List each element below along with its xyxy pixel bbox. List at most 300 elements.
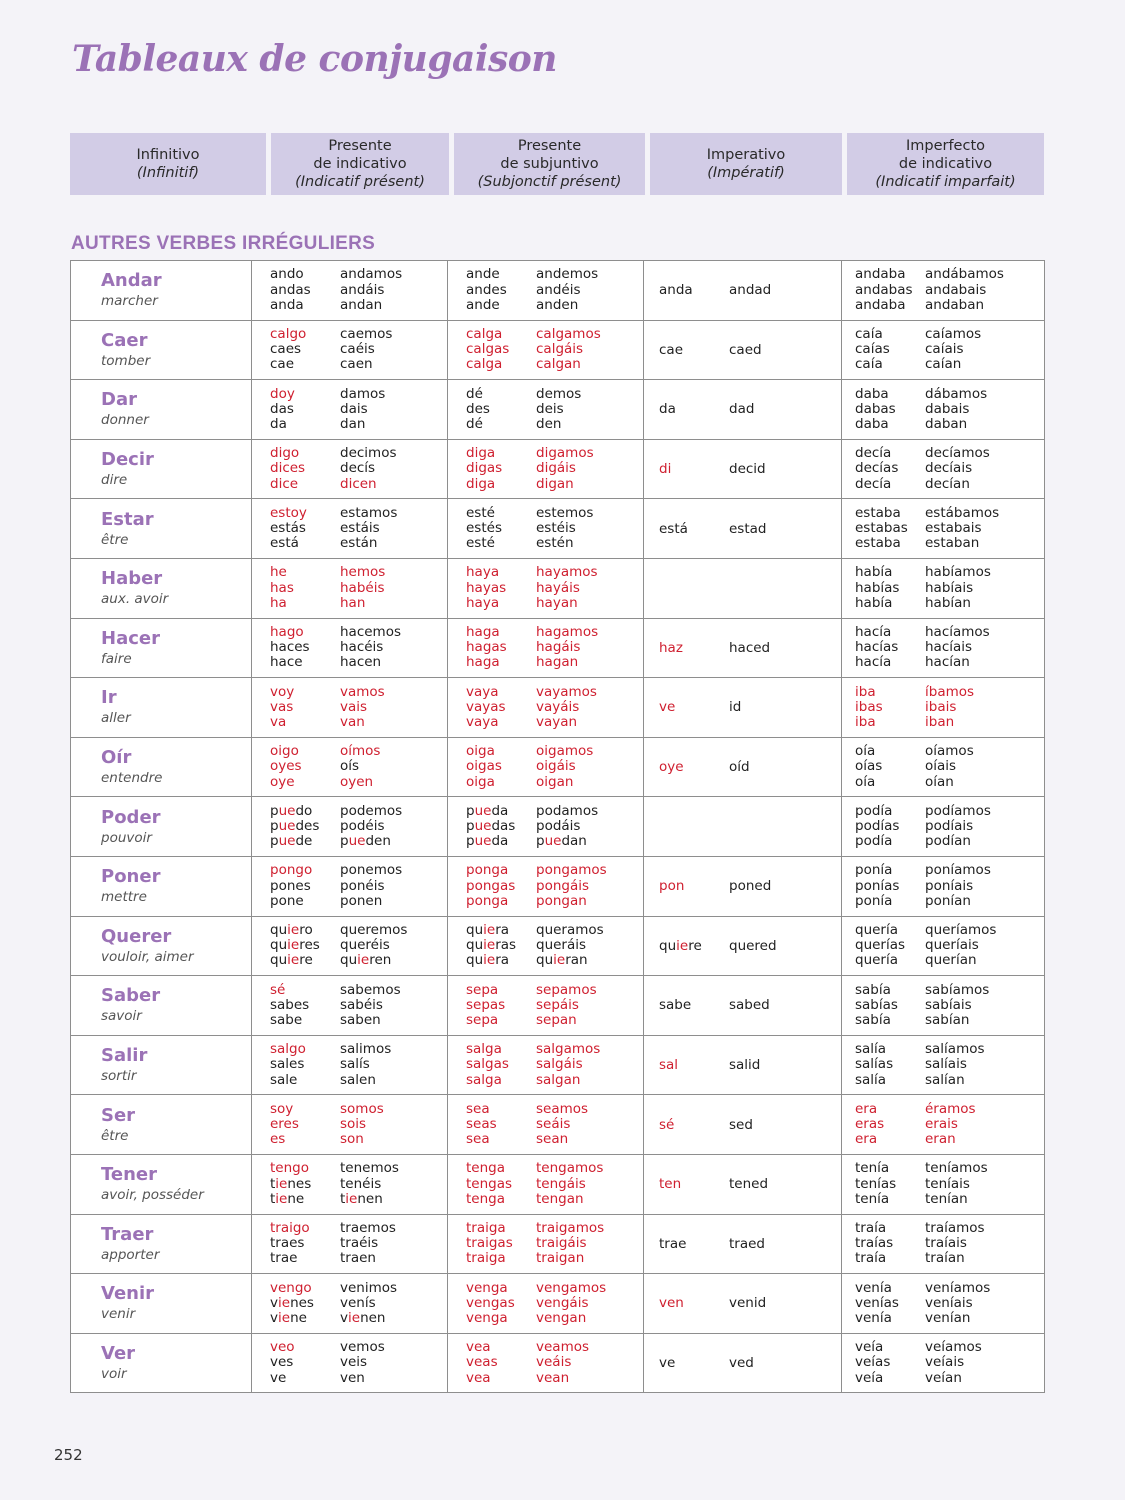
irregular-part: diga [466, 475, 496, 492]
verb-form: puedes [270, 818, 320, 835]
verb-form [270, 744, 340, 759]
irregular-part: vea [466, 1339, 491, 1356]
subjunctive-singular [466, 1042, 536, 1088]
header-translation: (Indicatif imparfait) [875, 174, 1016, 190]
indicative-plural [340, 387, 385, 433]
imperative-forms [644, 699, 841, 715]
subjunctive-plural [536, 267, 598, 313]
verb-form [270, 1281, 340, 1296]
verb-form [466, 640, 536, 655]
verb-form: quería [855, 922, 899, 939]
verb-form: ves [270, 1354, 294, 1371]
verb-form: caía [855, 326, 883, 343]
indicative-plural [340, 744, 380, 790]
verb-form: venía [855, 1309, 892, 1326]
infinitive-cell [71, 380, 252, 440]
verb-form: poníais [925, 877, 974, 894]
verb-form [270, 581, 340, 596]
verb-form [925, 685, 974, 700]
verb-row [71, 439, 1045, 499]
verb-form [466, 759, 536, 774]
verb-form: caemos [340, 326, 393, 343]
irregular-part: digáis [536, 460, 576, 477]
imperative-cell [644, 439, 842, 499]
verb-form: andaba [855, 296, 906, 313]
verb-translation: être [101, 1127, 129, 1144]
verb-infinitive: Traer [101, 1223, 154, 1245]
irregular-part: he [270, 564, 287, 581]
verb-form [270, 685, 340, 700]
irregular-part: veamos [536, 1339, 590, 1356]
verb-form [855, 1102, 925, 1117]
indicative-singular [270, 685, 340, 731]
subjunctive-singular [466, 446, 536, 492]
verb-form [466, 700, 536, 715]
verb-form [270, 461, 340, 476]
subjunctive-singular [466, 565, 536, 611]
verb-form: ven [340, 1369, 365, 1386]
subjunctive-singular [466, 863, 536, 909]
indicative-plural [340, 863, 402, 909]
verb-form [466, 685, 536, 700]
verb-form: tenías [855, 1175, 897, 1192]
page-title: Tableaux de conjugaison [72, 38, 557, 80]
indicative-forms [252, 1161, 447, 1207]
verb-row [71, 320, 1045, 380]
verb-form: pone [270, 892, 304, 909]
verb-form [466, 1221, 536, 1236]
verb-row [71, 737, 1045, 797]
present-subjunctive-cell [448, 558, 644, 618]
verb-form [340, 700, 385, 715]
verb-form: teníamos [925, 1160, 988, 1177]
verb-infinitive: Caer [101, 329, 148, 351]
imperfect-plural [925, 744, 974, 790]
verb-form [466, 1177, 536, 1192]
irregular-part: ie [553, 952, 566, 969]
verb-row [71, 856, 1045, 916]
indicative-plural [340, 685, 385, 731]
irregular-part: sal [659, 1057, 679, 1074]
irregular-part: hago [270, 624, 304, 641]
irregular-part: vayan [536, 714, 578, 731]
verb-form: dé [466, 385, 483, 402]
verb-form: veíais [925, 1354, 965, 1371]
verb-form: ande [466, 296, 500, 313]
verb-form: ve [270, 1369, 287, 1386]
verb-form: veis [340, 1354, 368, 1371]
subjunctive-plural [536, 625, 598, 671]
verb-form [270, 387, 340, 402]
verb-form [536, 879, 607, 894]
verb-form [466, 1161, 536, 1176]
subjunctive-forms [448, 267, 643, 313]
verb-form: salen [340, 1071, 376, 1088]
verb-form: quería [855, 952, 899, 969]
verb-form [536, 1192, 603, 1207]
subjunctive-forms [448, 446, 643, 492]
verb-form [340, 685, 385, 700]
verb-form: ponían [925, 892, 971, 909]
imperfect-forms [842, 1340, 1044, 1386]
present-indicative-cell [252, 916, 448, 976]
verb-form: estabais [925, 520, 982, 537]
present-indicative-cell [252, 1095, 448, 1155]
irregular-part: erais [925, 1116, 958, 1132]
verb-form [466, 1192, 536, 1207]
verb-form [466, 1102, 536, 1117]
verb-form: venían [925, 1309, 971, 1326]
verb-infinitive: Poder [101, 806, 161, 828]
verb-form [270, 565, 340, 580]
indicative-singular [270, 1161, 340, 1207]
verb-form: esté [466, 504, 495, 521]
verb-form [270, 1340, 340, 1355]
verb-form: hacía [855, 654, 892, 671]
verb-form: estad [729, 520, 767, 537]
verb-row [71, 1035, 1045, 1095]
imperfect-forms [842, 685, 1044, 731]
verb-form: venimos [340, 1279, 398, 1296]
imperfect-cell [842, 380, 1045, 440]
verb-form [466, 596, 536, 611]
infinitive-cell [71, 678, 252, 738]
irregular-part: vas [270, 698, 294, 715]
verb-form: decía [855, 445, 892, 462]
subjunctive-forms [448, 1340, 643, 1386]
imperfect-singular [855, 625, 925, 671]
infinitive-cell [71, 1095, 252, 1155]
imperfect-plural [925, 387, 987, 433]
indicative-singular [270, 625, 340, 671]
verb-form [466, 1355, 536, 1370]
subjunctive-forms [448, 1042, 643, 1088]
subjunctive-forms [448, 983, 643, 1029]
indicative-forms [252, 387, 447, 433]
indicative-plural [340, 923, 407, 969]
verb-form: salimos [340, 1041, 392, 1058]
indicative-singular [270, 804, 340, 850]
verb-form: queráis [536, 937, 587, 954]
imperfect-singular [855, 863, 925, 909]
verb-form: puede [270, 833, 313, 850]
imperfect-singular [855, 1042, 925, 1088]
verb-form: podía [855, 802, 893, 819]
verb-form: venía [855, 1279, 892, 1296]
present-indicative-cell [252, 1333, 448, 1393]
indicative-forms [252, 1281, 447, 1327]
verb-form: andáis [340, 281, 385, 298]
verb-form [536, 446, 594, 461]
verb-form [855, 700, 925, 715]
verb-form [536, 581, 598, 596]
irregular-part: vengas [466, 1294, 515, 1311]
imperfect-forms [842, 804, 1044, 850]
verb-form [536, 565, 598, 580]
verb-form: das [270, 400, 294, 417]
irregular-part: eres [270, 1116, 299, 1132]
verb-translation: faire [101, 650, 132, 667]
irregular-part: ie [483, 952, 496, 969]
verb-form: venís [340, 1294, 376, 1311]
verb-form [536, 1117, 588, 1132]
imperfect-singular [855, 983, 925, 1029]
irregular-part: traigan [536, 1250, 585, 1267]
verb-form: traíais [925, 1235, 967, 1252]
verb-form [659, 878, 729, 894]
verb-form: tenía [855, 1160, 890, 1177]
present-subjunctive-cell [448, 499, 644, 559]
imperfect-cell [842, 976, 1045, 1036]
irregular-part: eran [925, 1131, 956, 1148]
verb-form [270, 1132, 340, 1147]
imperative-cell [644, 1095, 842, 1155]
irregular-part: oigáis [536, 758, 576, 775]
irregular-part: digamos [536, 445, 594, 462]
verb-infinitive: Poner [101, 866, 161, 888]
imperfect-plural [925, 983, 989, 1029]
verb-form: sabías [855, 996, 898, 1013]
verb-form [925, 1102, 976, 1117]
verb-form [925, 1132, 976, 1147]
subjunctive-plural [536, 1281, 606, 1327]
irregular-part: oye [270, 773, 295, 790]
verb-form: andaba [855, 266, 906, 283]
indicative-forms [252, 923, 447, 969]
verb-form: ved [729, 1354, 754, 1371]
imperfect-singular [855, 506, 925, 552]
verb-form: estaba [855, 535, 901, 552]
verb-form: pueda [466, 802, 509, 819]
verb-form [340, 715, 385, 730]
verb-form [536, 477, 594, 492]
imperative-forms [644, 640, 841, 656]
verb-form [536, 1073, 600, 1088]
verb-form: salíais [925, 1056, 967, 1073]
irregular-part: hagas [466, 639, 507, 656]
verb-form: traías [855, 1235, 894, 1252]
verb-form [466, 894, 536, 909]
verb-form: oís [340, 758, 360, 775]
irregular-part: va [270, 714, 287, 731]
verb-form [536, 685, 597, 700]
page-number: 252 [54, 1446, 83, 1464]
irregular-part: pongo [270, 862, 313, 879]
present-subjunctive-cell [448, 737, 644, 797]
irregular-part: ue [278, 833, 296, 850]
irregular-part: sé [659, 1116, 675, 1133]
verb-translation: pouvoir [101, 829, 152, 846]
imperative-forms [644, 1176, 841, 1192]
verb-translation: venir [101, 1306, 136, 1323]
subjunctive-plural [536, 327, 601, 373]
verb-form [340, 565, 385, 580]
imperfect-forms [842, 625, 1044, 671]
verb-infinitive: Haber [101, 568, 163, 590]
header-label: Imperfecto [905, 138, 986, 154]
irregular-part: iba [855, 683, 876, 700]
present-subjunctive-cell [448, 797, 644, 857]
header-translation: (Infinitif) [136, 165, 200, 181]
verb-row [71, 558, 1045, 618]
present-indicative-cell [252, 1274, 448, 1334]
verb-translation: vouloir, aimer [101, 948, 194, 965]
subjunctive-plural [536, 685, 597, 731]
irregular-part: éramos [925, 1100, 976, 1117]
imperative-forms [644, 1117, 841, 1133]
verb-form: ando [270, 266, 304, 283]
imperfect-plural [925, 327, 981, 373]
irregular-part: oímos [340, 743, 381, 760]
indicative-plural [340, 1221, 396, 1267]
irregular-part: calgamos [536, 326, 601, 343]
irregular-part: ie [287, 922, 300, 939]
irregular-part: ue [544, 833, 562, 850]
verb-form: decíamos [925, 445, 990, 462]
imperfect-cell [842, 916, 1045, 976]
irregular-part: digo [270, 445, 300, 462]
irregular-part: di [659, 461, 672, 478]
subjunctive-singular [466, 923, 536, 969]
irregular-part: es [270, 1131, 286, 1148]
verb-form [466, 775, 536, 790]
present-subjunctive-cell [448, 380, 644, 440]
irregular-part: calgáis [536, 341, 584, 358]
imperfect-singular [855, 267, 925, 313]
verb-form: había [855, 564, 893, 581]
indicative-plural [340, 327, 392, 373]
verb-form [536, 1221, 604, 1236]
irregular-part: salga [466, 1071, 502, 1088]
irregular-part: dice [270, 475, 299, 492]
verb-form: decimos [340, 445, 397, 462]
imperfect-forms [842, 1281, 1044, 1327]
header-infinitivo [70, 133, 266, 195]
verb-form [340, 477, 397, 492]
imperfect-plural [925, 863, 991, 909]
imperfect-singular [855, 685, 925, 731]
indicative-forms [252, 1042, 447, 1088]
imperfect-forms [842, 1161, 1044, 1207]
irregular-part: ie [287, 937, 300, 954]
irregular-part: salga [466, 1041, 502, 1058]
irregular-part: era [855, 1131, 878, 1148]
present-subjunctive-cell [448, 976, 644, 1036]
verb-form: andabas [855, 281, 913, 298]
verb-form: puedo [270, 802, 313, 819]
verb-form [536, 1132, 588, 1147]
imperative-cell [644, 1035, 842, 1095]
imperfect-plural [925, 625, 990, 671]
present-subjunctive-cell [448, 1095, 644, 1155]
imperative-forms [644, 997, 841, 1013]
verb-form: trae [270, 1250, 298, 1267]
subjunctive-forms [448, 565, 643, 611]
imperfect-cell [842, 1214, 1045, 1274]
verb-form [466, 1371, 536, 1386]
verb-form: traía [855, 1219, 887, 1236]
verb-form: veía [855, 1369, 884, 1386]
verb-infinitive: Tener [101, 1164, 157, 1186]
conjugation-table [70, 260, 1045, 1393]
imperfect-cell [842, 737, 1045, 797]
subjunctive-singular [466, 267, 536, 313]
verb-translation: être [101, 531, 129, 548]
verb-form [536, 775, 593, 790]
infinitive-cell [71, 1154, 252, 1214]
verb-form [466, 1251, 536, 1266]
irregular-part: ue [278, 802, 296, 819]
subjunctive-plural [536, 923, 604, 969]
verb-infinitive: Andar [101, 270, 162, 292]
subjunctive-plural [536, 565, 598, 611]
imperfect-singular [855, 565, 925, 611]
verb-form: sed [729, 1116, 753, 1133]
verb-form: deis [536, 400, 564, 417]
header-translation: (Subjonctif présent) [477, 174, 622, 190]
indicative-forms [252, 446, 447, 492]
irregular-part: vean [536, 1369, 570, 1386]
imperative-cell [644, 380, 842, 440]
indicative-singular [270, 1340, 340, 1386]
imperfect-singular [855, 1102, 925, 1148]
imperfect-plural [925, 1221, 985, 1267]
verb-form: traen [340, 1250, 376, 1267]
verb-form: veníais [925, 1294, 973, 1311]
irregular-part: dices [270, 460, 306, 477]
irregular-part: oigo [270, 743, 299, 760]
verb-form: quieras [466, 937, 517, 954]
imperative-cell [644, 1274, 842, 1334]
present-subjunctive-cell [448, 320, 644, 380]
imperfect-forms [842, 744, 1044, 790]
verb-form [536, 1371, 589, 1386]
verb-row [71, 976, 1045, 1036]
verb-form: hacían [925, 654, 970, 671]
irregular-part: eras [855, 1116, 885, 1132]
present-indicative-cell [252, 320, 448, 380]
irregular-part: ve [659, 699, 676, 716]
imperfect-cell [842, 856, 1045, 916]
irregular-part: oiga [466, 743, 495, 760]
verb-form: decíais [925, 460, 973, 477]
imperfect-forms [842, 1221, 1044, 1267]
verb-form [536, 342, 601, 357]
verb-form: trae [659, 1235, 687, 1252]
verb-form [925, 715, 974, 730]
irregular-part: haga [466, 624, 500, 641]
irregular-part: oye [659, 759, 684, 776]
verb-form: daba [855, 385, 889, 402]
verb-form: traían [925, 1250, 965, 1267]
verb-form: hace [270, 654, 303, 671]
verb-form: podía [855, 833, 893, 850]
verb-form: dabais [925, 400, 970, 417]
verb-form: salís [340, 1056, 370, 1073]
verb-form: traíamos [925, 1219, 985, 1236]
subjunctive-forms [448, 1281, 643, 1327]
verb-form [466, 1340, 536, 1355]
verb-form [270, 446, 340, 461]
verb-form [536, 1311, 606, 1326]
verb-form: vienes [270, 1294, 314, 1311]
verb-form [466, 879, 536, 894]
irregular-part: ponga [466, 892, 509, 909]
present-indicative-cell [252, 439, 448, 499]
verb-form: tenían [925, 1190, 968, 1207]
indicative-plural [340, 506, 397, 552]
subjunctive-singular [466, 625, 536, 671]
